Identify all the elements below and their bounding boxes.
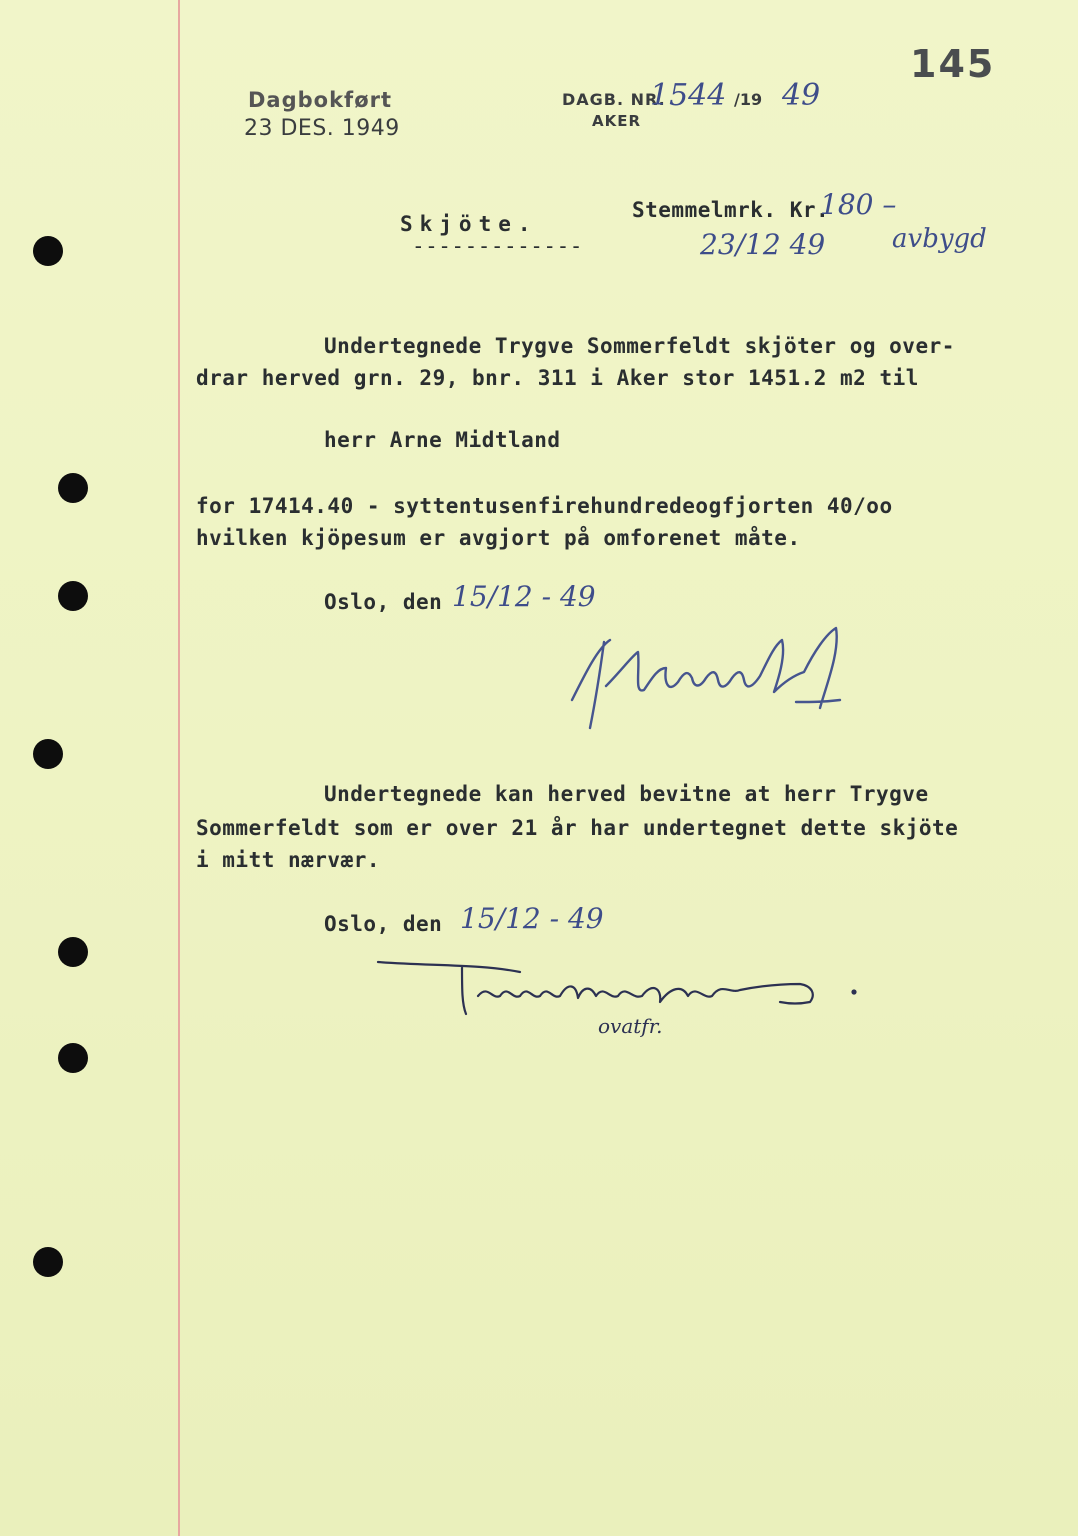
- para1-line1: Undertegnede Trygve Sommerfeldt skjöter og over-: [324, 334, 955, 358]
- punch-hole: [58, 937, 88, 967]
- punch-hole: [33, 236, 63, 266]
- punch-hole: [58, 473, 88, 503]
- para3-line2: Sommerfeldt som er over 21 år har undertegnet dette skjöte: [196, 816, 959, 840]
- para3-line3: i mitt nærvær.: [196, 848, 381, 872]
- place-date-2: Oslo, den: [324, 912, 443, 936]
- place-date-1-hand: 15/12 - 49: [452, 580, 596, 613]
- dagb-number: 1544: [650, 78, 727, 113]
- dagb-year: 49: [782, 78, 821, 113]
- para1-line2: drar herved grn. 29, bnr. 311 i Aker stor 1451.2 m2 til: [196, 366, 919, 390]
- margin-line: [178, 0, 180, 1536]
- punch-hole: [58, 1043, 88, 1073]
- para3-line1: Undertegnede kan herved bevitne at herr Trygve: [324, 782, 929, 806]
- stempel-note: avbygd: [892, 224, 987, 254]
- stempel-amount: 180 –: [820, 188, 897, 221]
- dagb-year-prefix: /19: [734, 90, 763, 109]
- dagbokfort-date: 23 DES. 1949: [244, 116, 400, 141]
- punch-hole: [33, 739, 63, 769]
- punch-hole: [58, 581, 88, 611]
- place-date-1: Oslo, den: [324, 590, 443, 614]
- stempel-date: 23/12 49: [700, 228, 826, 261]
- para2-line2: hvilken kjöpesum er avgjort på omforenet måte.: [196, 526, 801, 550]
- page-number: 145: [910, 42, 996, 86]
- punch-hole: [33, 1247, 63, 1277]
- dagb-label: DAGB. NR.: [562, 90, 666, 109]
- dagb-place: AKER: [592, 112, 642, 130]
- witness-note: ovatfr.: [598, 1014, 663, 1038]
- stempel-label: Stemmelmrk. Kr.: [632, 198, 830, 222]
- dagbokfort-stamp: Dagbokført: [248, 88, 393, 112]
- title-underline: -------------: [412, 234, 583, 258]
- document-title: Skjöte.: [400, 212, 538, 236]
- recipient: herr Arne Midtland: [324, 428, 561, 452]
- signature-sommerfeldt: [560, 612, 860, 742]
- place-date-2-hand: 15/12 - 49: [460, 902, 604, 935]
- para2-line1: for 17414.40 - syttentusenfirehundredeogfjorten 40/oo: [196, 494, 893, 518]
